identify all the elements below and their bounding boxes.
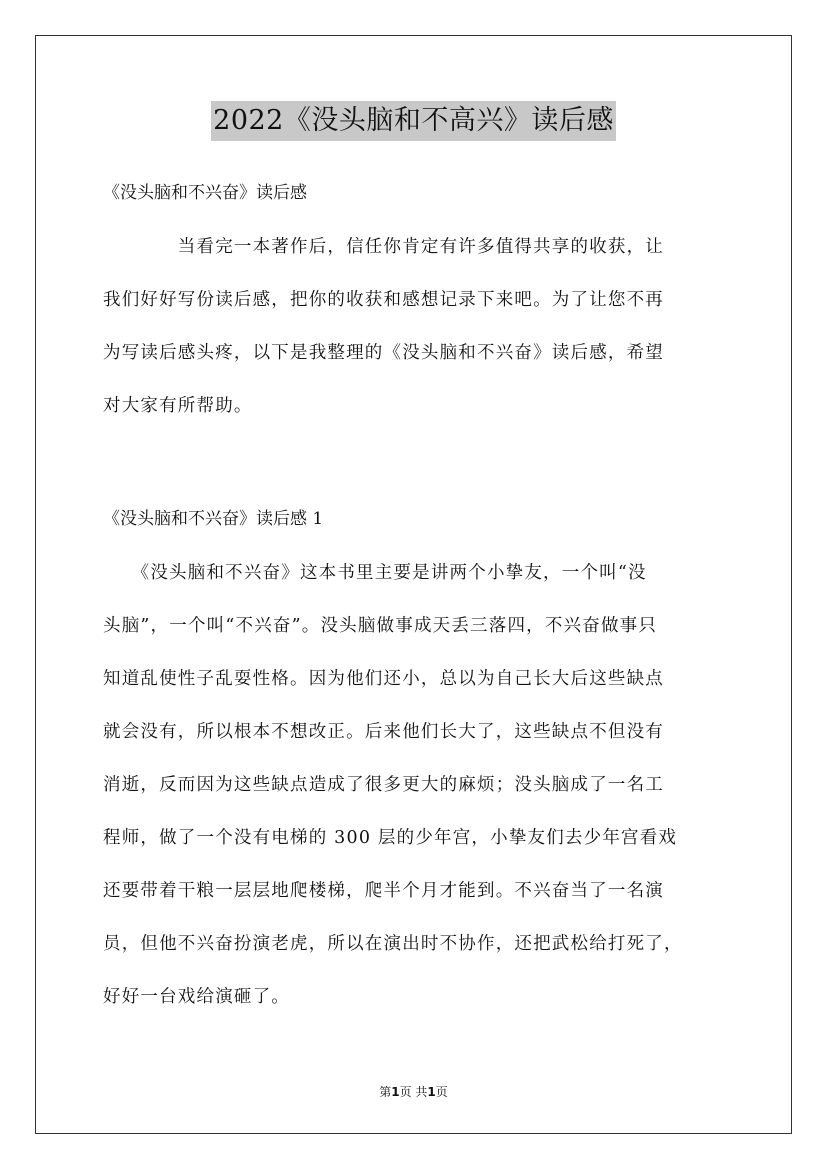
body-line: 头脑”，一个叫“不兴奋”。没头脑做事成天丢三落四，不兴奋做事只 — [103, 616, 658, 636]
title-container — [0, 101, 827, 141]
body-line: 就会没有，所以根本不想改正。后来他们长大了，这些缺点不但没有 — [103, 722, 664, 742]
body-line: 员，但他不兴奋扮演老虎，所以在演出时不协作，还把武松给打死了， — [103, 934, 683, 954]
document-title: 2022《没头脑和不高兴》读后感 — [211, 101, 616, 141]
page-footer — [0, 1083, 827, 1101]
intro-line: 当看完一本著作后，信任你肯定有许多值得共享的收获，让 — [103, 237, 664, 257]
intro-line: 为写读后感头疼，以下是我整理的《没头脑和不兴奋》读后感，希望 — [103, 343, 664, 363]
intro-line: 对大家有所帮助。 — [103, 396, 253, 416]
document-subtitle: 《没头脑和不兴奋》读后感 — [103, 183, 307, 203]
body-line: 还要带着干粮一层层地爬楼梯，爬半个月才能到。不兴奋当了一名演 — [103, 881, 664, 901]
intro-paragraph — [103, 221, 738, 433]
body-line: 消逝，反而因为这些缺点造成了很多更大的麻烦；没头脑成了一名工 — [103, 775, 664, 795]
footer-page-suffix: 页 共 — [399, 1085, 428, 1099]
footer-total-pages: 1 — [427, 1085, 436, 1099]
footer-page-number: 1 — [391, 1085, 400, 1099]
footer-prefix: 第 — [379, 1085, 392, 1099]
body-paragraph — [103, 547, 738, 1024]
body-line: 程师，做了一个没有电梯的 300 层的少年宫，小挚友们去少年宫看戏 — [103, 828, 678, 848]
body-line: 《没头脑和不兴奋》这本书里主要是讲两个小挚友，一个叫“没 — [103, 563, 647, 583]
section-heading: 《没头脑和不兴奋》读后感 1 — [103, 509, 324, 529]
body-line: 好好一台戏给演砸了。 — [103, 987, 290, 1007]
footer-total-suffix: 页 — [435, 1085, 448, 1099]
body-line: 知道乱使性子乱耍性格。因为他们还小，总以为自己长大后这些缺点 — [103, 669, 664, 689]
intro-line: 我们好好写份读后感，把你的收获和感想记录下来吧。为了让您不再 — [103, 290, 664, 310]
